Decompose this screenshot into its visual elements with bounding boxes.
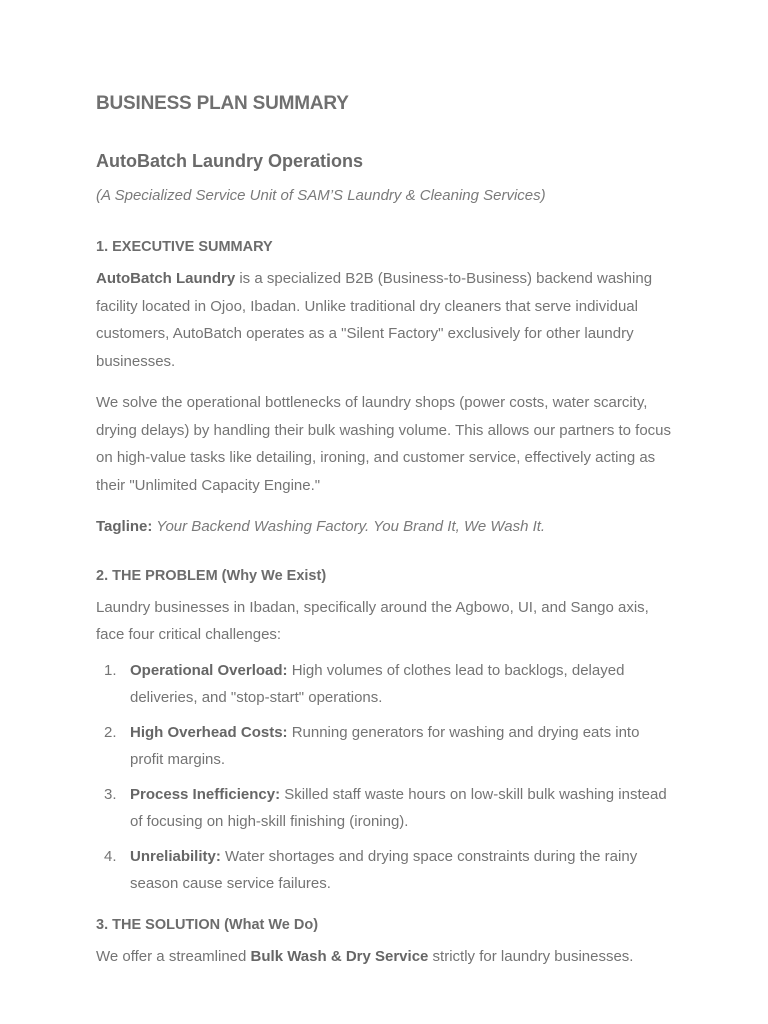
list-item-number: 1.	[104, 661, 117, 679]
list-item-text: Skilled staff waste hours on low-skill bulk washing instead of focusing on high-skill finishing (ironing).	[130, 785, 667, 830]
list-item-label: High Overhead Costs:	[130, 723, 288, 741]
list-item-label: Unreliability:	[130, 847, 221, 865]
list-item-label: Operational Overload:	[130, 661, 288, 679]
business-subtitle: (A Specialized Service Unit of SAM’S Laundry & Cleaning Services)	[96, 187, 546, 204]
tagline-text: Your Backend Washing Factory. You Brand It, We Wash It.	[152, 518, 546, 535]
solution-paragraph	[96, 943, 672, 971]
executive-summary-paragraph-1	[96, 265, 672, 375]
list-item-label: Process Inefficiency:	[130, 785, 281, 803]
list-item-text: Running generators for washing and drying eats into profit margins.	[130, 723, 640, 768]
executive-summary-heading: 1. EXECUTIVE SUMMARY	[96, 239, 273, 255]
solution-text-pre: We offer a streamlined	[96, 947, 251, 965]
list-item-number: 2.	[104, 723, 117, 741]
executive-summary-paragraph-2: We solve the operational bottlenecks of laundry shops (power costs, water scarcity, drying delays) by handling their bulk washing volume. This allows our partners to focus on high-value tasks like detailing, ironing, and customer service, effectively acting as their "Unlimited Capacity Engine."	[96, 394, 672, 494]
list-item-number: 3.	[104, 785, 117, 803]
list-item	[96, 843, 672, 897]
document-title: BUSINESS PLAN SUMMARY	[96, 93, 349, 114]
tagline	[96, 513, 672, 541]
list-item-text: High volumes of clothes lead to backlogs, delayed deliveries, and "stop-start" operations.	[130, 661, 625, 706]
list-item-number: 4.	[104, 847, 117, 865]
company-name-bold: AutoBatch Laundry	[96, 270, 236, 287]
list-item	[96, 719, 672, 773]
list-item-text: Water shortages and drying space constraints during the rainy season cause service failures.	[130, 847, 638, 892]
problem-intro: Laundry businesses in Ibadan, specifically around the Agbowo, UI, and Sango axis, face four critical challenges:	[96, 598, 649, 643]
problem-heading: 2. THE PROBLEM (Why We Exist)	[96, 567, 327, 584]
solution-heading: 3. THE SOLUTION (What We Do)	[96, 916, 319, 933]
executive-summary-text-1: is a specialized B2B (Business-to-Business) backend washing facility located in Ojoo, Ibadan. Unlike traditional dry cleaners that serve individual customers, AutoBatch operates as a "Silent Factory" exclusively for other laundry businesses.	[96, 270, 653, 370]
list-item	[96, 657, 672, 711]
solution-service-bold: Bulk Wash & Dry Service	[250, 947, 429, 965]
list-item	[96, 781, 672, 835]
problem-list	[96, 657, 672, 897]
business-name-heading: AutoBatch Laundry Operations	[96, 151, 364, 171]
tagline-label: Tagline:	[96, 518, 153, 535]
solution-text-post: strictly for laundry businesses.	[428, 947, 634, 965]
